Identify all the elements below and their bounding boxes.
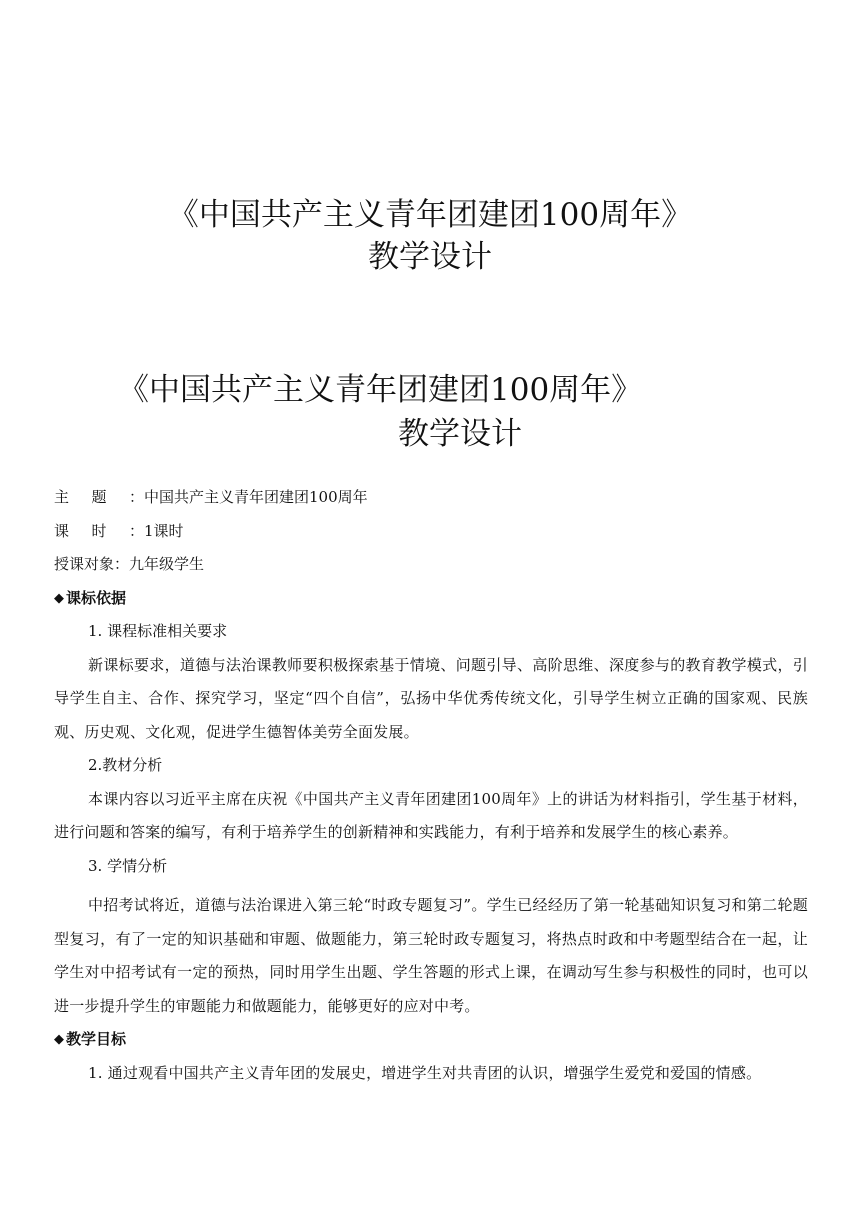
paragraph-objective-1: 1. 通过观看中国共产主义青年团的发展史，增进学生对共青团的认识，增强学生爱党和爱国的情感。 (88, 1063, 762, 1082)
meta-topic-label: 主题： (54, 488, 144, 506)
diamond-icon: ◆ (54, 1032, 64, 1047)
sub-heading-textbook: 2.教材分析 (88, 756, 163, 774)
meta-audience-row (54, 548, 808, 582)
paragraph-standards: 新课标要求，道德与法治课教师要积极探索基于情境、问题引导、高阶思维、深度参与的教育教学模式，引导学生自主、合作、探究学习，坚定“四个自信”，弘扬中华优秀传统文化，引导学生树立正确的国家观、民族观、历史观、文化观，促进学生德智体美劳全面发展。 (54, 655, 808, 741)
meta-hours-row (54, 515, 808, 549)
sub-heading-learners: 3. 学情分析 (88, 856, 168, 875)
section-heading-objectives (54, 1023, 808, 1057)
meta-audience-label: 授课对象： (54, 555, 130, 573)
main-title-line1: 《中国共产主义青年团建团100周年》 (118, 372, 643, 408)
section-heading-curriculum (54, 582, 808, 616)
main-title-line2: 教学设计 (398, 416, 522, 452)
section-heading-label: 教学目标 (66, 1030, 127, 1048)
sub-heading-standards: 1. 课程标准相关要求 (88, 622, 228, 640)
diamond-icon: ◆ (54, 590, 64, 606)
cover-title-line2: 教学设计 (368, 239, 492, 275)
meta-topic-row (54, 481, 808, 515)
document-body (54, 481, 808, 1090)
meta-hours-label: 课时： (54, 521, 144, 540)
meta-hours-value: 1课时 (144, 521, 184, 540)
paragraph-textbook: 本课内容以习近平主席在庆祝《中国共产主义青年团建团100周年》上的讲话为材料指引，学生基于材料，进行问题和答案的编写，有利于培养学生的创新精神和实践能力，有利于培养和发展学生的核心素养。 (54, 789, 808, 841)
cover-title-line1: 《中国共产主义青年团建团100周年》 (167, 197, 693, 233)
section-heading-label: 课标依据 (66, 588, 127, 607)
meta-audience-value: 九年级学生 (129, 555, 205, 573)
paragraph-learners: 中招考试将近，道德与法治课进入第三轮“时政专题复习”。学生已经经历了第一轮基础知识复习和第二轮题型复习，有了一定的知识基础和审题、做题能力，第三轮时政专题复习，将热点时政和中考题型结合在一起，让学生对中招考试有一定的预热，同时用学生出题、学生答题的形式上课，在调动写生参与积极性的同时，也可以进一步提升学生的审题能力和做题能力，能够更好的应对中考。 (54, 896, 808, 1015)
meta-topic-value: 中国共产主义青年团建团100周年 (144, 488, 368, 506)
